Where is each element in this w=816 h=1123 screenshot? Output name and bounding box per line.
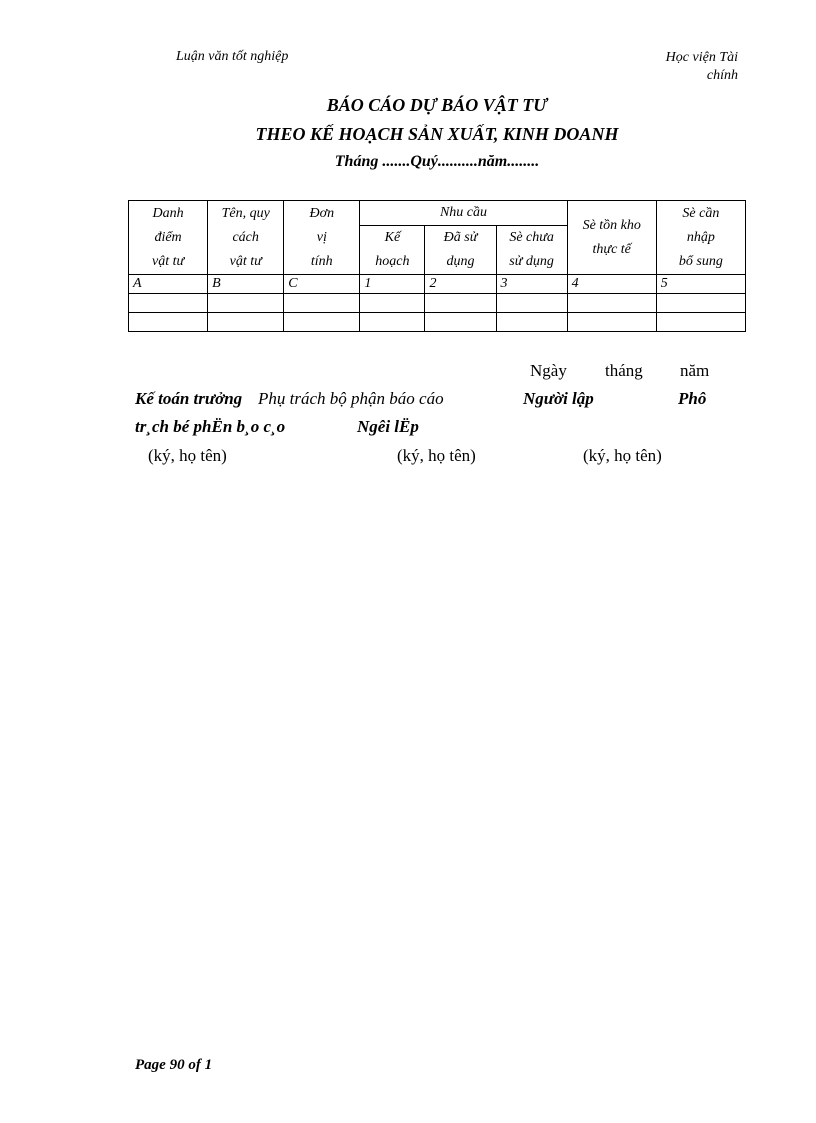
table-row [129, 294, 746, 313]
header-right [630, 49, 738, 85]
header-right-line2: chính [706, 68, 738, 83]
header-cell-c: Đơn vị tính [284, 201, 360, 275]
table-code-row [129, 275, 746, 294]
header-group-demand: Nhu cầu [360, 201, 567, 226]
header-cell-5: Sè cần nhập bổ sung [656, 201, 745, 275]
page-footer: Page 90 of 1 [135, 1057, 213, 1073]
table-header-row [129, 201, 746, 226]
report-title-line1: BÁO CÁO DỰ BÁO VẬT TƯ [326, 95, 548, 115]
code-cell: 2 [425, 275, 496, 294]
role-preparer: Người lập [523, 389, 594, 408]
header-cell-3: Sè chưa sử dụng [496, 226, 567, 275]
code-cell: 4 [567, 275, 656, 294]
role-deputy-start: Phô [678, 389, 707, 408]
header-cell-b: Tên, quy cách vật tư [208, 201, 284, 275]
header-left: Luận văn tốt nghiệp [176, 49, 289, 64]
report-title-line2: THEO KẾ HOẠCH SẢN XUẤT, KINH DOANH [255, 124, 619, 144]
header-cell-2: Đã sử dụng [425, 226, 496, 275]
header-cell-4: Sè tồn kho thực tế [567, 201, 656, 275]
header-right-line1: Học viện Tài [665, 50, 738, 65]
date-day-label: Ngày [530, 361, 567, 380]
garbled-preparer-text: Ngêi lËp [357, 417, 419, 436]
date-month-label: tháng [605, 361, 643, 380]
garbled-role-text: tr¸ch bé phËn b¸o c¸o [135, 417, 286, 436]
header-cell-a: Danh điểm vật tư [129, 201, 208, 275]
code-cell: 5 [656, 275, 745, 294]
code-cell: A [129, 275, 208, 294]
code-cell: 3 [496, 275, 567, 294]
date-year-label: năm [680, 361, 710, 380]
sign-instruction-3: (ký, họ tên) [583, 446, 662, 465]
role-department-head: Phụ trách bộ phận báo cáo [258, 389, 444, 408]
forecast-table [128, 200, 746, 332]
sign-instruction-1: (ký, họ tên) [148, 446, 227, 465]
table-row [129, 313, 746, 332]
header-cell-1: Kế hoạch [360, 226, 425, 275]
code-cell: B [208, 275, 284, 294]
report-period: Tháng .......Quý..........năm........ [334, 153, 540, 170]
code-cell: 1 [360, 275, 425, 294]
code-cell: C [284, 275, 360, 294]
role-chief-accountant: Kế toán trưởng [135, 389, 243, 408]
sign-instruction-2: (ký, họ tên) [397, 446, 476, 465]
